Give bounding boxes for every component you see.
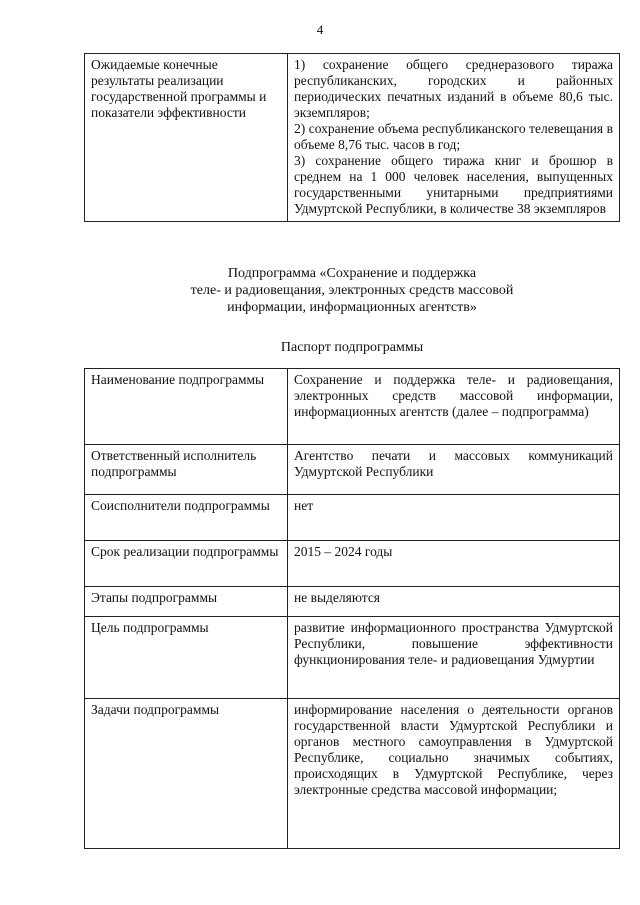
page-number: 4 — [316, 22, 324, 37]
row-value-term: 2015 – 2024 годы — [288, 541, 620, 587]
table-row — [85, 54, 620, 222]
table-row — [85, 699, 620, 849]
subprogram-title-line-3: информации, информационных агентств» — [227, 300, 477, 315]
result-item-3: 3) сохранение общего тиража книг и брошюр в среднем на 1 000 человек населения, выпущенных государственными унитарными предприятиями Удмуртской Республики, в количестве 38 экземпляров — [294, 153, 613, 216]
row-value-stages: не выделяются — [288, 587, 620, 617]
table-row — [85, 369, 620, 445]
row-label-tasks: Задачи подпрограммы — [85, 699, 288, 849]
row-label-term: Срок реализации подпрограммы — [85, 541, 288, 587]
row-label-executor: Ответственный исполнитель подпрограммы — [85, 445, 288, 495]
table-row — [85, 445, 620, 495]
subprogram-title-line-1: Подпрограмма «Сохранение и поддержка — [227, 266, 477, 281]
table-row — [85, 587, 620, 617]
row-value-executor: Агентство печати и массовых коммуникаций Удмуртской Республики — [288, 445, 620, 495]
row-label-co-executors: Соисполнители подпрограммы — [85, 495, 288, 541]
passport-table — [84, 368, 620, 849]
table-row — [85, 495, 620, 541]
results-label: Ожидаемые конечные результаты реализации государственной программы и показатели эффективности — [85, 54, 288, 222]
row-label-goal: Цель подпрограммы — [85, 617, 288, 699]
result-item-2: 2) сохранение объема республиканского телевещания в объеме 8,76 тыс. часов в год; — [294, 121, 613, 152]
row-value-co-executors: нет — [288, 495, 620, 541]
row-value-tasks: информирование населения о деятельности органов государственной власти Удмуртской Республики и органов местного самоуправления в Удмуртской Республике, социально значимых событиях, происходящих в Удмуртской Республике, через электронные средства массовой информации; — [288, 699, 620, 849]
results-value — [288, 54, 620, 222]
table-row — [85, 617, 620, 699]
row-label-name: Наименование подпрограммы — [85, 369, 288, 445]
row-value-goal: развитие информационного пространства Удмуртской Республики, повышение эффективности функционирования теле- и радиовещания Удмуртии — [288, 617, 620, 699]
row-label-stages: Этапы подпрограммы — [85, 587, 288, 617]
subprogram-title — [84, 265, 620, 316]
result-item-1: 1) сохранение общего среднеразового тиража республиканских, городских и районных периодических печатных изданий в объеме 80,6 тыс. экземпляров; — [294, 57, 613, 120]
table-row — [85, 541, 620, 587]
results-table — [84, 53, 620, 222]
row-value-name: Сохранение и поддержка теле- и радиовещания, электронных средств массовой информации, информационных агентств (далее – подпрограмма) — [288, 369, 620, 445]
subprogram-title-line-2: теле- и радиовещания, электронных средств массовой — [190, 283, 514, 298]
passport-title: Паспорт подпрограммы — [280, 340, 424, 355]
